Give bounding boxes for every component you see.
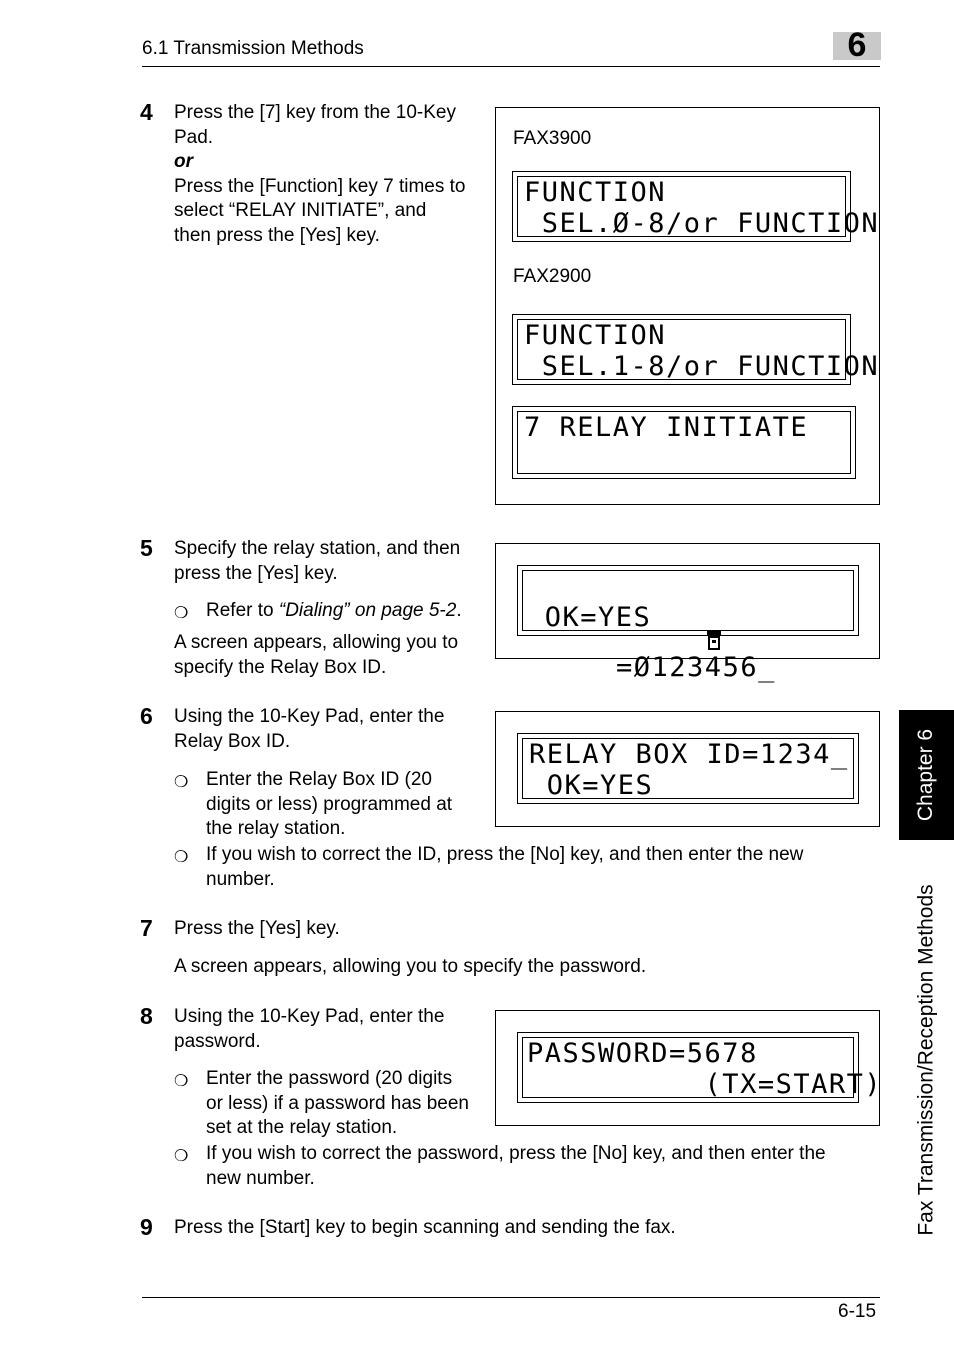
bullet-icon: ❍ [174, 1073, 189, 1090]
step-text: Press the [7] key from the 10-Key Pad. or Press the [Function] key 7 times to select “RELAY INITIATE”, and then press the [Yes] key. [174, 102, 466, 246]
bullet-text: If you wish to correct the ID, press the [No] key, and then enter the new number. [206, 844, 804, 890]
step-number: 6 [140, 703, 153, 729]
bullet-icon: ❍ [174, 605, 189, 622]
bullet-text: If you wish to correct the password, press the [No] key, and then enter the new number. [206, 1143, 826, 1189]
step-text: Using the 10-Key Pad, enter the password. [174, 1006, 445, 1052]
bullet-text: Enter the password (20 digits or less) if a password has been set at the relay station. [206, 1068, 469, 1138]
cross-reference: Refer to “Dialing” on page 5-2. [206, 600, 462, 621]
lcd-screen: =Ø123456_ OK=YES [517, 565, 859, 636]
lcd-screen: FUNCTION SEL.1-8/or FUNCTION [512, 314, 851, 385]
bullet-icon: ❍ [174, 1148, 189, 1165]
step-text: Specify the relay station, and then press the [Yes] key. [174, 538, 461, 584]
step-text: Press the [Start] key to begin scanning and sending the fax. [174, 1217, 676, 1238]
header-rule [142, 66, 880, 67]
lcd-screen: PASSWORD=5678 (TX=START) [517, 1032, 859, 1103]
bullet-icon: ❍ [174, 849, 189, 866]
chapter-number: 6 [847, 26, 867, 64]
model-label: FAX2900 [513, 266, 592, 287]
page-number: 6-15 [838, 1301, 877, 1322]
bullet-icon: ❍ [174, 774, 189, 791]
lcd-screen: 7 RELAY INITIATE [512, 406, 856, 479]
step-note: A screen appears, allowing you to specify the password. [174, 956, 647, 977]
step-text: Press the [Yes] key. [174, 918, 340, 939]
lcd-screen: RELAY BOX ID=1234_ OK=YES [517, 733, 859, 804]
step-number: 8 [140, 1003, 153, 1029]
chapter-tab-label: Chapter 6 [914, 728, 938, 822]
step-number: 5 [140, 535, 153, 561]
section-side-label: Fax Transmission/Reception Methods [914, 884, 938, 1236]
bullet-text: Enter the Relay Box ID (20 digits or less) programmed at the relay station. [206, 769, 453, 839]
step-note: A screen appears, allowing you to specify the Relay Box ID. [174, 632, 459, 678]
section-header: 6.1 Transmission Methods [142, 38, 364, 59]
step-number: 9 [140, 1214, 153, 1240]
page-link[interactable]: “Dialing” on page 5-2 [278, 600, 457, 621]
lcd-screen: FUNCTION SEL.Ø-8/or FUNCTION [512, 171, 851, 242]
step-number: 4 [140, 99, 153, 125]
step-number: 7 [140, 915, 153, 941]
or-label: or [174, 151, 193, 172]
footer-rule [142, 1297, 880, 1298]
step-text: Using the 10-Key Pad, enter the Relay Box ID. [174, 706, 445, 752]
model-label: FAX3900 [513, 128, 592, 149]
